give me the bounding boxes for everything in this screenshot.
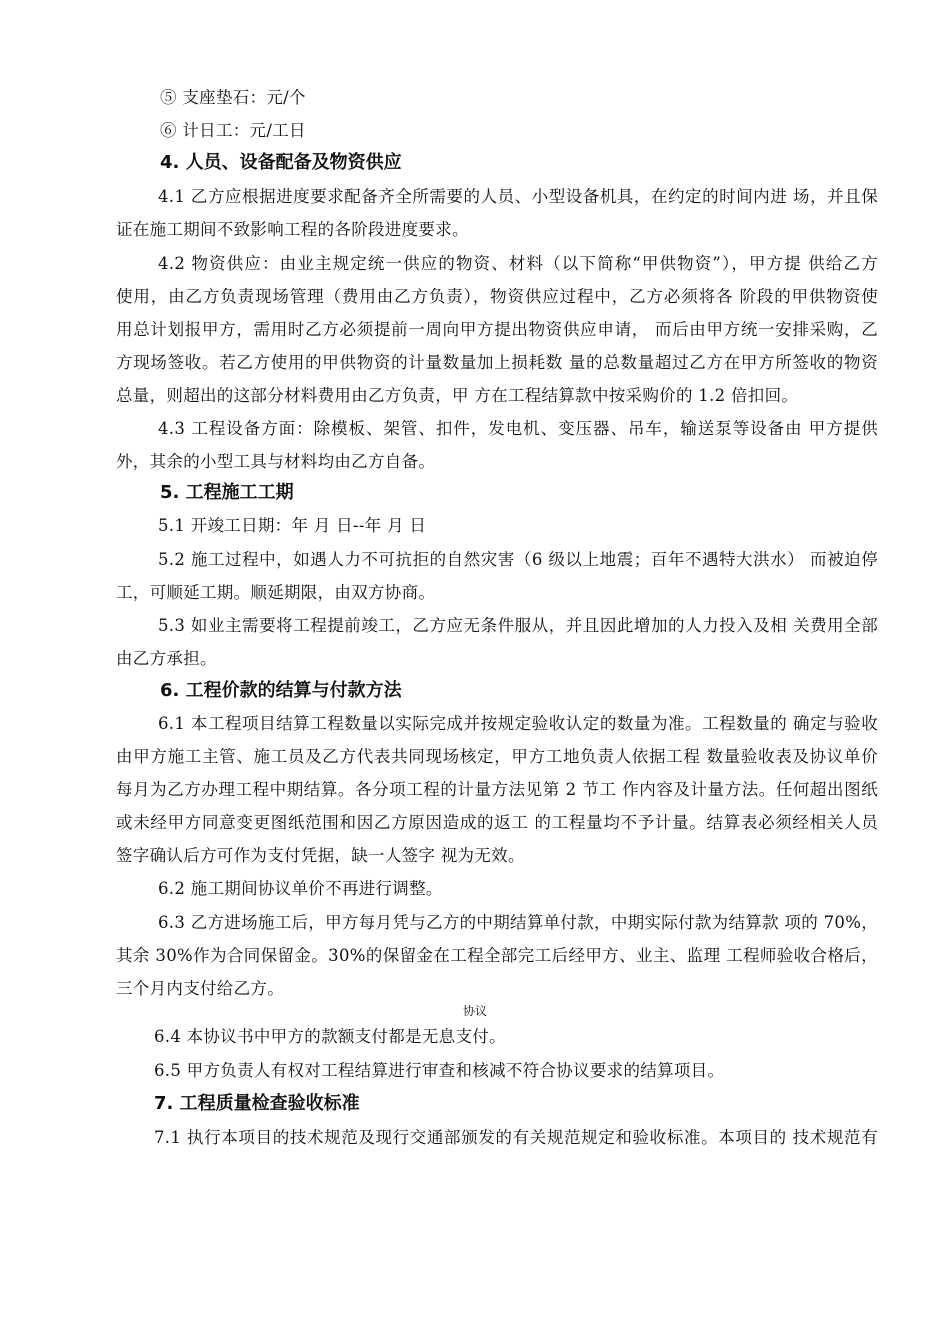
para-5-3-line-1: 5.3 如业主需要将工程提前竣工，乙方应无条件服从，并且因此增加的人力投入及相 关费用全部 [158, 616, 878, 635]
para-6-1-line-5: 签字确认后方可作为支付凭据，缺一人签字 视为无效。 [116, 846, 525, 865]
para-6-1-line-2: 由甲方施工主管、施工员及乙方代表共同现场核定，甲方工地负责人依据工程 数量验收表及协议单价 [116, 747, 878, 766]
para-6-4: 6.4 本协议书中甲方的款额支付都是无息支付。 [154, 1027, 506, 1046]
para-6-5: 6.5 甲方负责人有权对工程结算进行审查和核减不符合协议要求的结算项目。 [154, 1061, 725, 1080]
page-note: 协议 [462, 1004, 487, 1018]
para-5-2-line-2: 工，可顺延工期。顺延期限，由双方协商。 [116, 583, 436, 602]
item-6: ⑥ 计日工：元/工日 [160, 121, 306, 140]
para-4-3-line-1: 4.3 工程设备方面：除模板、架管、扣件，发电机、变压器、吊车，输送泵等设备由 甲方提供 [158, 419, 878, 438]
section-4-heading: 4. 人员、设备配备及物资供应 [160, 152, 402, 173]
para-7-1-line-1: 7.1 执行本项目的技术规范及现行交通部颁发的有关规范规定和验收标准。本项目的 技术规范有 [154, 1128, 878, 1147]
para-6-1-line-3: 每月为乙方办理工程中期结算。各分项工程的计量方法见第 2 节工 作内容及计量方法。任何超出图纸 [116, 780, 878, 799]
section-6-heading: 6. 工程价款的结算与付款方法 [160, 680, 402, 701]
para-6-3-line-3: 三个月内支付给乙方。 [116, 979, 284, 998]
para-4-2-line-3: 用总计划报甲方，需用时乙方必须提前一周向甲方提出物资供应申请， 而后由甲方统一安排采购，乙 [116, 320, 878, 339]
para-6-2: 6.2 施工期间协议单价不再进行调整。 [158, 879, 443, 898]
para-6-1-line-1: 6.1 本工程项目结算工程数量以实际完成并按规定验收认定的数量为准。工程数量的 确定与验收 [158, 714, 878, 733]
section-5-heading: 5. 工程施工工期 [160, 482, 294, 503]
para-5-3-line-2: 由乙方承担。 [116, 649, 217, 668]
para-5-1: 5.1 开竣工日期：年 月 日--年 月 日 [158, 516, 427, 535]
para-4-1-line-2: 证在施工期间不致影响工程的各阶段进度要求。 [116, 220, 469, 239]
para-4-2-line-4: 方现场签收。若乙方使用的甲供物资的计量数量加上损耗数 量的总数量超过乙方在甲方所签收的物资 [116, 353, 878, 372]
para-4-2-line-2: 使用，由乙方负责现场管理（费用由乙方负责），物资供应过程中，乙方必须将各 阶段的甲供物资使 [116, 287, 878, 306]
item-5: ⑤ 支座垫石：元/个 [160, 88, 306, 107]
para-4-1-line-1: 4.1 乙方应根据进度要求配备齐全所需要的人员、小型设备机具，在约定的时间内进 场，并且保 [158, 187, 878, 206]
para-5-2-line-1: 5.2 施工过程中，如遇人力不可抗拒的自然灾害（6 级以上地震；百年不遇特大洪水） 而被迫停 [158, 550, 878, 569]
para-4-3-line-2: 外，其余的小型工具与材料均由乙方自备。 [116, 452, 436, 471]
para-4-2-line-5: 总量，则超出的这部分材料费用由乙方负责，甲 方在工程结算款中按采购价的 1.2 倍扣回。 [116, 386, 799, 405]
para-6-3-line-2: 其余 30%作为合同保留金。30%的保留金在工程全部完工后经甲方、业主、监理 工程师验收合格后， [116, 946, 878, 965]
para-4-2-line-1: 4.2 物资供应：由业主规定统一供应的物资、材料（以下简称“甲供物资”），甲方提 供给乙方 [158, 254, 878, 273]
para-6-3-line-1: 6.3 乙方进场施工后，甲方每月凭与乙方的中期结算单付款，中期实际付款为结算款 项的 70%， [158, 913, 878, 932]
para-6-1-line-4: 或未经甲方同意变更图纸范围和因乙方原因造成的返工 的工程量均不予计量。结算表必须经相关人员 [116, 813, 878, 832]
section-7-heading: 7. 工程质量检查验收标准 [154, 1093, 360, 1114]
